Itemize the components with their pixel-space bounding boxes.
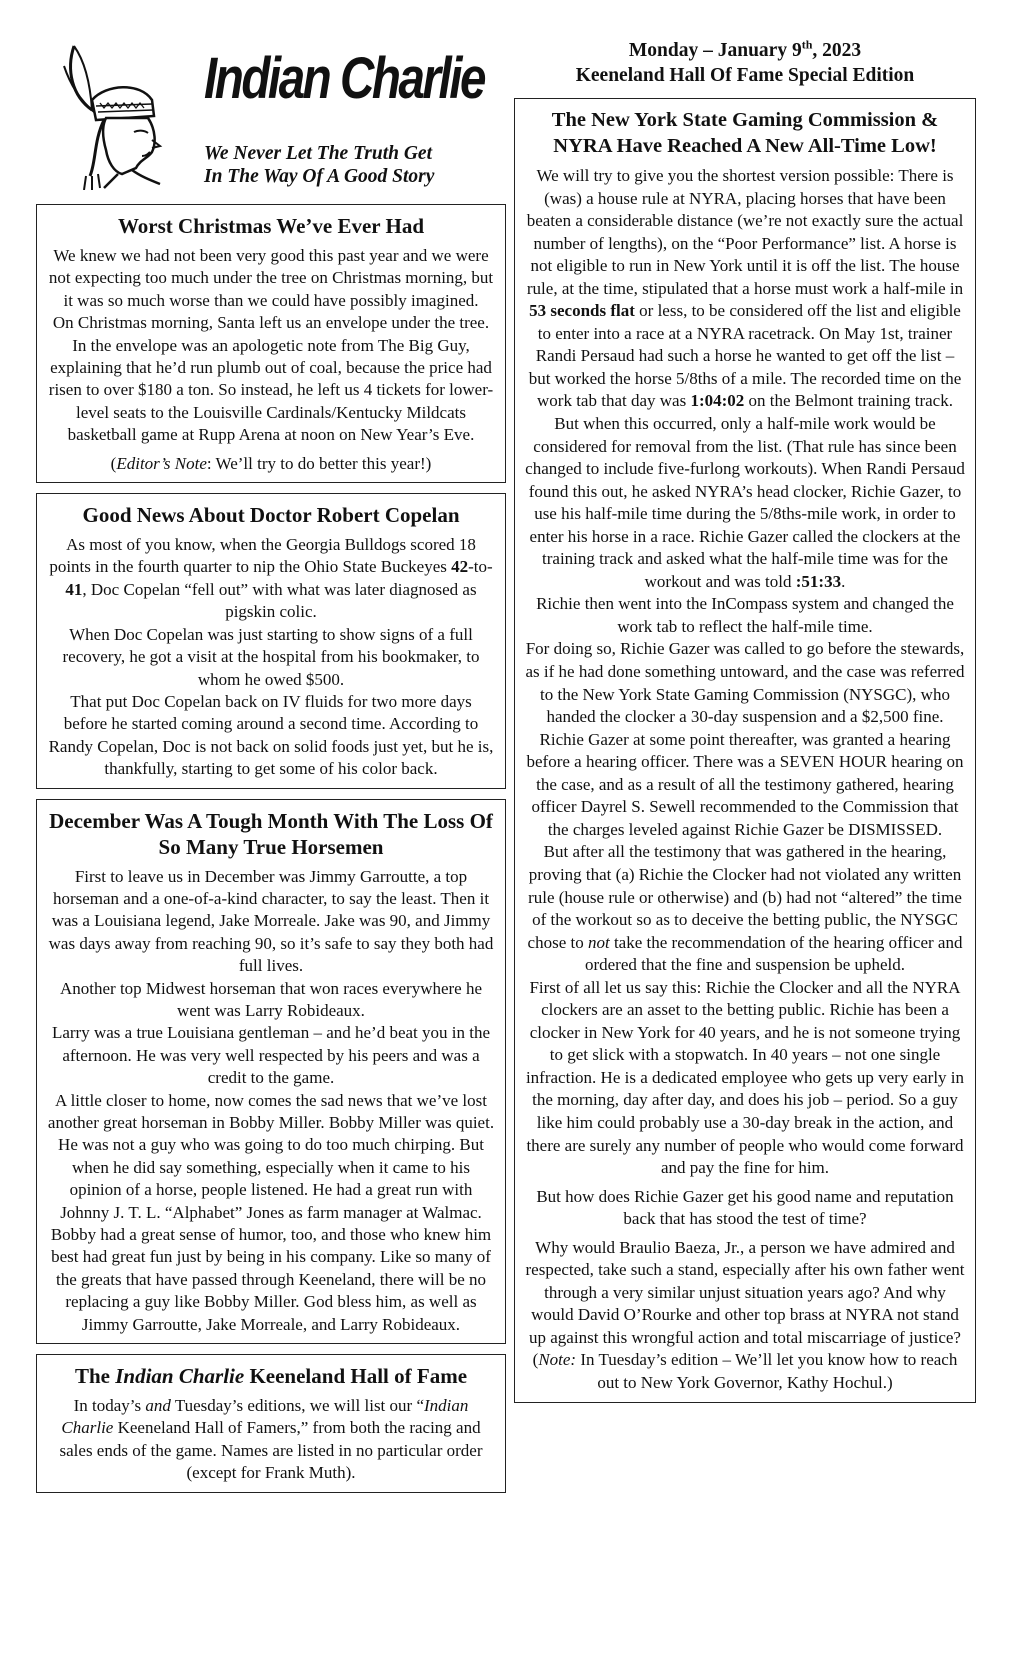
right-column — [514, 36, 976, 1413]
article-copelan — [36, 493, 506, 788]
article-paragraph: First of all let us say this: Richie the Clocker and all the NYRA clockers are an asset to the betting public. Richie has been a clocker in New York for 40 years, and he is not someone trying to get slick with a stopwatch. In 40 years – not one single infraction. He is a dedicated employee who gets up very early in the morning, day after day, and does his job – period. So a guy like him could probably use a 30-day break in the action, and there are surely any number of people who would come forward and pay the fine for him. — [525, 977, 965, 1178]
article-paragraph: But how does Richie Gazer get his good name and reputation back that has stood the test of time? — [536, 1186, 954, 1229]
article-paragraph: First to leave us in December was Jimmy Garroutte, a top horseman and a one-of-a-kind character, to say the least. Then it was a Louisiana legend, Jake Morreale. Jake was 90, and Jimmy was days away from reaching 90, so it’s safe to say they both had full lives. — [48, 866, 494, 976]
article-paragraph: But after all the testimony that was gathered in the hearing, proving that (a) Richie the Clocker had not violated any written rule (house rule or otherwise) and (b) had not “altered” the time of the workout so as to deceive the betting public, the NYSGC chose to not take the recommendation of the hearing officer and ordered that the fine and suspension be upheld. — [527, 842, 963, 975]
article-paragraph: Richie Gazer at some point thereafter, was granted a hearing before a hearing officer. There was a SEVEN HOUR hearing on the case, and as a result of all the testimony gathered, hearing officer Dayrel S. Sewell recommended to the Commission that the charges leveled against Richie Gazer be DISMISSED. — [526, 729, 964, 839]
article-worst-christmas — [36, 204, 506, 483]
article-paragraph: Why would Braulio Baeza, Jr., a person we have admired and respected, take such a stand, especially after his own father went through a very similar unjust situation years ago? And why would David O’Rourke and other top brass at NYRA not stand up against this wrongful action and total miscarriage of justice? — [525, 1237, 965, 1347]
article-paragraph: We will try to give you the shortest version possible: There is (was) a house rule at NYRA, placing horses that have been beaten a considerable distance (we’re not exactly sure the actual number of lengths), on the “Poor Performance” list. A horse is not eligible to run in New York until it is off the list. The house rule, at the time, stipulated that a horse must work a half-mile in 53 seconds flat or less, to be considered off the list and eligible to enter into a race at a NYRA racetrack. On May 1st, trainer Randi Persaud had such a horse he wanted to get off the list – but worked the horse 5/8ths of a mile. The recorded time on the work tab that day was 1:04:02 on the Belmont training track. — [526, 166, 964, 411]
article-title: The Indian Charlie Keeneland Hall of Fame — [74, 1364, 468, 1389]
tagline — [204, 142, 434, 188]
tagline-line-2: In The Way Of A Good Story — [204, 166, 435, 187]
article-paragraph: That put Doc Copelan back on IV fluids for two more days before he started coming around a second time. According to Randy Copelan, Doc is not back on solid foods just yet, but he is, thankfully, starting to get some of his color back. — [48, 691, 494, 779]
article-nyra — [514, 98, 976, 1403]
article-paragraph: Larry was a true Louisiana gentleman – and he’d beat you in the afternoon. He was very well respected by his peers and was a credit to the game. — [51, 1023, 491, 1088]
article-december — [36, 799, 506, 1345]
article-hall-of-fame — [36, 1354, 506, 1493]
article-paragraph: Richie then went into the InCompass system and changed the work tab to reflect the half-mile time. — [536, 594, 954, 636]
article-paragraph: Another top Midwest horseman that won races everywhere he went was Larry Robideaux. — [59, 978, 483, 1020]
left-column — [36, 36, 506, 1503]
editors-note-label: Editor’s Note — [116, 453, 207, 473]
editors-note: (Note: In Tuesday’s edition – We’ll let you know how to reach out to New York Governor, Kathy Hochul.) — [532, 1350, 958, 1392]
article-paragraph: On Christmas morning, Santa left us an envelope under the tree. In the envelope was an apologetic note from The Big Guy, explaining that he’d run plumb out of coal, because the price had risen to over $180 a ton. So instead, he left us 4 tickets for lower-level seats to the Louisville Cardinals/Kentucky Mildcats basketball game at Rupp Arena at noon on New Year’s Eve. — [48, 313, 494, 445]
article-title: December Was A Tough Month With The Loss Of So Many True Horsemen — [49, 808, 493, 859]
issue-date: Monday – January 9th, 2023 — [628, 37, 862, 61]
editors-note: (Editor’s Note: We’ll try to do better this year!) — [110, 453, 432, 473]
article-paragraph: But when this occurred, only a half-mile work would be considered for removal from the list. (That rule has since been changed to include five-furlong workouts). When Randi Persaud found this out, he asked NYRA’s head clocker, Richie Gazer, to use his half-mile time during the 5/8ths-mile work, in order to enter his horse in a race. Richie Gazer called the clockers at the training track and asked what the half-mile time was for the workout and was told :51:33. — [525, 414, 965, 591]
feathered-headdress-portrait-icon — [56, 40, 176, 190]
article-paragraph: A little closer to home, now comes the sad news that we’ve lost another great horseman in Bobby Miller. Bobby Miller was quiet. He was not a guy who was going to do too much chirping. But when he did say something, especially when it came to his opinion of a horse, people listened. He had a great run with Johnny J. T. L. “Alphabet” Jones as farm manager at Walmac. Bobby had a great sense of humor, too, and those who knew him best had great fun just by being in his company. Like so many of the greats that have passed through Keeneland, there will be no replacing a guy like Bobby Miller. God bless him, as well as Jimmy Garroutte, Jake Morreale, and Larry Robideaux. — [47, 1090, 495, 1334]
article-title: Good News About Doctor Robert Copelan — [82, 503, 460, 528]
article-paragraph: For doing so, Richie Gazer was called to go before the stewards, as if he had done something untoward, and the case was referred to the New York State Gaming Commission (NYSGC), who handed the clocker a 30-day suspension and a $2,500 fine. — [525, 639, 965, 727]
article-paragraph: In today’s and Tuesday’s editions, we will list our “Indian Charlie Keeneland Hall of Famers,” from both the racing and sales ends of the game. Names are listed in no particular order (except for Frank Muth). — [59, 1396, 483, 1483]
article-paragraph: As most of you know, when the Georgia Bulldogs scored 18 points in the fourth quarter to nip the Ohio State Buckeyes 42-to-41, Doc Copelan “fell out” with what was later diagnosed as pigskin colic. — [49, 535, 493, 622]
article-paragraph: When Doc Copelan was just starting to show signs of a full recovery, he got a visit at the hospital from his bookmaker, to whom he owed $500. — [62, 624, 480, 689]
masthead — [36, 36, 506, 204]
article-title: Worst Christmas We’ve Ever Had — [117, 214, 425, 238]
brand-title: Indian Charlie — [204, 46, 485, 111]
article-paragraph: We knew we had not been very good this past year and we were not expecting too much under the tree on Christmas morning, but it was so much worse than we could have possibly imagined. — [48, 246, 494, 310]
edition-name: Keeneland Hall Of Fame Special Edition — [575, 65, 915, 86]
tagline-line-1: We Never Let The Truth Get — [204, 143, 432, 164]
note-label: Note: — [538, 1350, 577, 1370]
article-title: The New York State Gaming Commission & NYRA Have Reached A New All-Time Low! — [551, 109, 939, 157]
dateline — [514, 38, 976, 88]
